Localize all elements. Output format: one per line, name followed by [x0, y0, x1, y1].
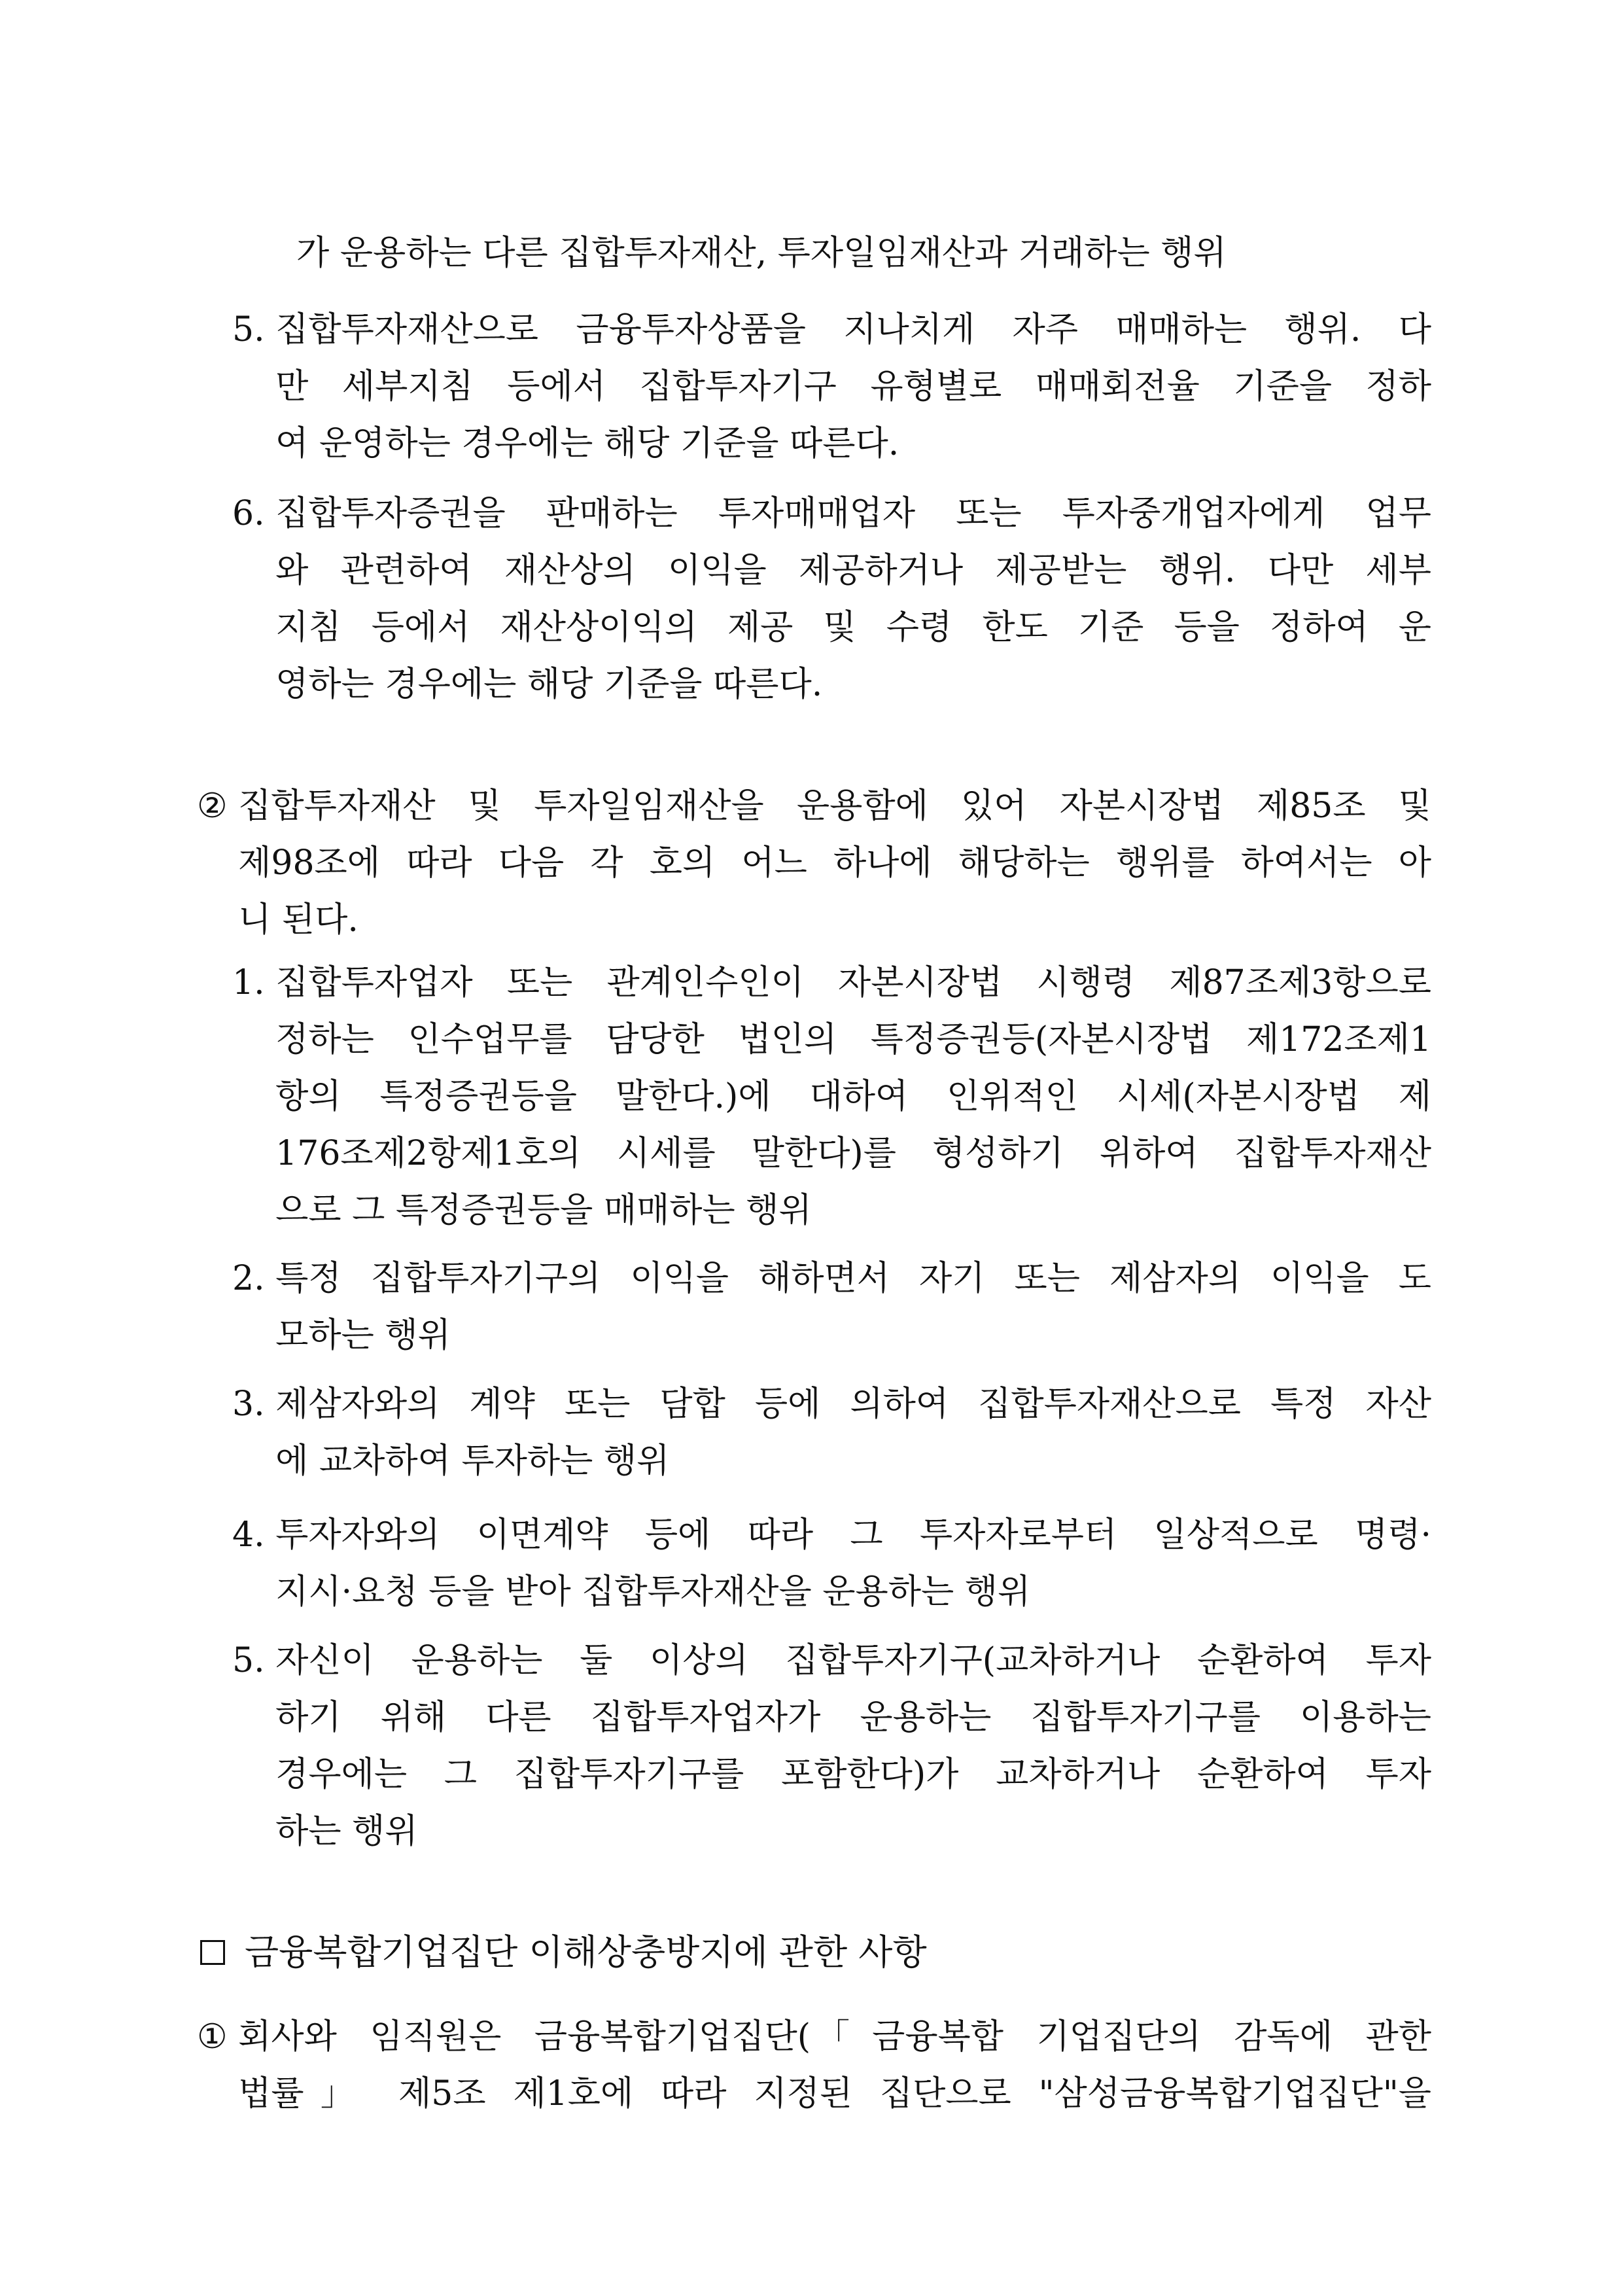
- text-line: 경우에는 그 집합투자기구를 포함한다)가 교차하거나 순환하여 투자: [275, 1755, 1431, 1794]
- text-line: 176조제2항제1호의 시세를 말한다)를 형성하기 위하여 집합투자재산: [275, 1134, 1431, 1173]
- list-item-text: [275, 1376, 1431, 1490]
- text-line: 제삼자와의 계약 또는 담합 등에 의하여 집합투자재산으로 특정 자산: [275, 1385, 1431, 1424]
- list-item-text: [275, 486, 1431, 713]
- text-line: 와 관련하여 재산상의 이익을 제공하거나 제공받는 행위. 다만 세부: [275, 551, 1431, 590]
- continuation-paragraph: [296, 225, 1431, 282]
- checkbox-square-icon: [200, 1940, 225, 1965]
- text-line: 지침 등에서 재산상이익의 제공 및 수령 한도 기준 등을 정하여 운: [275, 608, 1431, 647]
- text-line: 만 세부지침 등에서 집합투자기구 유형별로 매매회전율 기준을 정하: [275, 367, 1431, 406]
- text-line: 법률」 제5조 제1호에 따라 지정된 집단으로 "삼성금융복합기업집단"을: [238, 2074, 1431, 2113]
- text-line: 에 교차하여 투자하는 행위: [275, 1441, 670, 1481]
- list-item-2: [232, 1250, 1431, 1364]
- text-line: 하기 위해 다른 집합투자업자가 운용하는 집합투자기구를 이용하는: [275, 1698, 1431, 1737]
- list-item-text: [275, 1633, 1431, 1860]
- text-line: 여 운영하는 경우에는 해당 기준을 따른다.: [275, 424, 899, 463]
- text-line: 회사와 임직원은 금융복합기업집단(「금융복합 기업집단의 감독에 관한: [238, 2017, 1431, 2057]
- list-marker: 6.: [232, 494, 276, 533]
- text-line: 정하는 인수업무를 담당한 법인의 특정증권등(자본시장법 제172조제1: [275, 1020, 1431, 1059]
- list-item-6: [232, 486, 1431, 713]
- list-marker: 2.: [232, 1259, 276, 1298]
- text-line: 가 운용하는 다른 집합투자재산, 투자일임재산과 거래하는 행위: [296, 234, 1227, 273]
- list-marker: 3.: [232, 1385, 276, 1424]
- list-item-5b: [232, 1633, 1431, 1860]
- text-line: 집합투자재산 및 투자일임재산을 운용함에 있어 자본시장법 제85조 및: [238, 786, 1431, 826]
- section-heading: [200, 1924, 927, 1981]
- text-line: 투자자와의 이면계약 등에 따라 그 투자자로부터 일상적으로 명령·: [275, 1515, 1431, 1555]
- list-item-5a: [232, 302, 1431, 472]
- text-line: 집합투자증권을 판매하는 투자매매업자 또는 투자중개업자에게 업무: [275, 494, 1431, 533]
- clause-1: [197, 2009, 1431, 2123]
- text-line: 으로 그 특정증권등을 매매하는 행위: [275, 1191, 812, 1230]
- text-line: 항의 특정증권등을 말한다.)에 대하여 인위적인 시세(자본시장법 제: [275, 1077, 1431, 1116]
- text-line: 특정 집합투자기구의 이익을 해하면서 자기 또는 제삼자의 이익을 도: [275, 1259, 1431, 1298]
- list-item-4: [232, 1507, 1431, 1621]
- list-marker: 1.: [232, 963, 276, 1002]
- list-item-1: [232, 955, 1431, 1239]
- list-item-text: [275, 955, 1431, 1239]
- list-marker: 5.: [232, 1641, 276, 1680]
- list-marker: 4.: [232, 1515, 276, 1555]
- list-marker: 5.: [232, 310, 276, 349]
- text-line: 영하는 경우에는 해당 기준을 따른다.: [275, 665, 823, 704]
- text-line: 제98조에 따라 다음 각 호의 어느 하나에 해당하는 행위를 하여서는 아: [238, 843, 1431, 883]
- text-line: 집합투자재산으로 금융투자상품을 지나치게 자주 매매하는 행위. 다: [275, 310, 1431, 349]
- text-line: 지시·요청 등을 받아 집합투자재산을 운용하는 행위: [275, 1572, 1031, 1612]
- list-item-text: [275, 1250, 1431, 1364]
- text-line: 니 된다.: [238, 900, 358, 940]
- clause-text: [238, 2009, 1431, 2123]
- text-line: 자신이 운용하는 둘 이상의 집합투자기구(교차하거나 순환하여 투자: [275, 1641, 1431, 1680]
- text-line: 집합투자업자 또는 관계인수인이 자본시장법 시행령 제87조제3항으로: [275, 963, 1431, 1002]
- text-line: 하는 행위: [275, 1812, 418, 1851]
- list-item-text: [275, 1507, 1431, 1621]
- clause-marker: ①: [197, 2017, 239, 2057]
- clause-2: [197, 778, 1431, 949]
- clause-marker: ②: [197, 786, 239, 826]
- section-heading-text: 금융복합기업집단 이해상충방지에 관한 사항: [245, 1932, 927, 1973]
- text-line: 모하는 행위: [275, 1316, 451, 1355]
- clause-text: [238, 778, 1431, 949]
- list-item-text: [275, 302, 1431, 472]
- list-item-3: [232, 1376, 1431, 1490]
